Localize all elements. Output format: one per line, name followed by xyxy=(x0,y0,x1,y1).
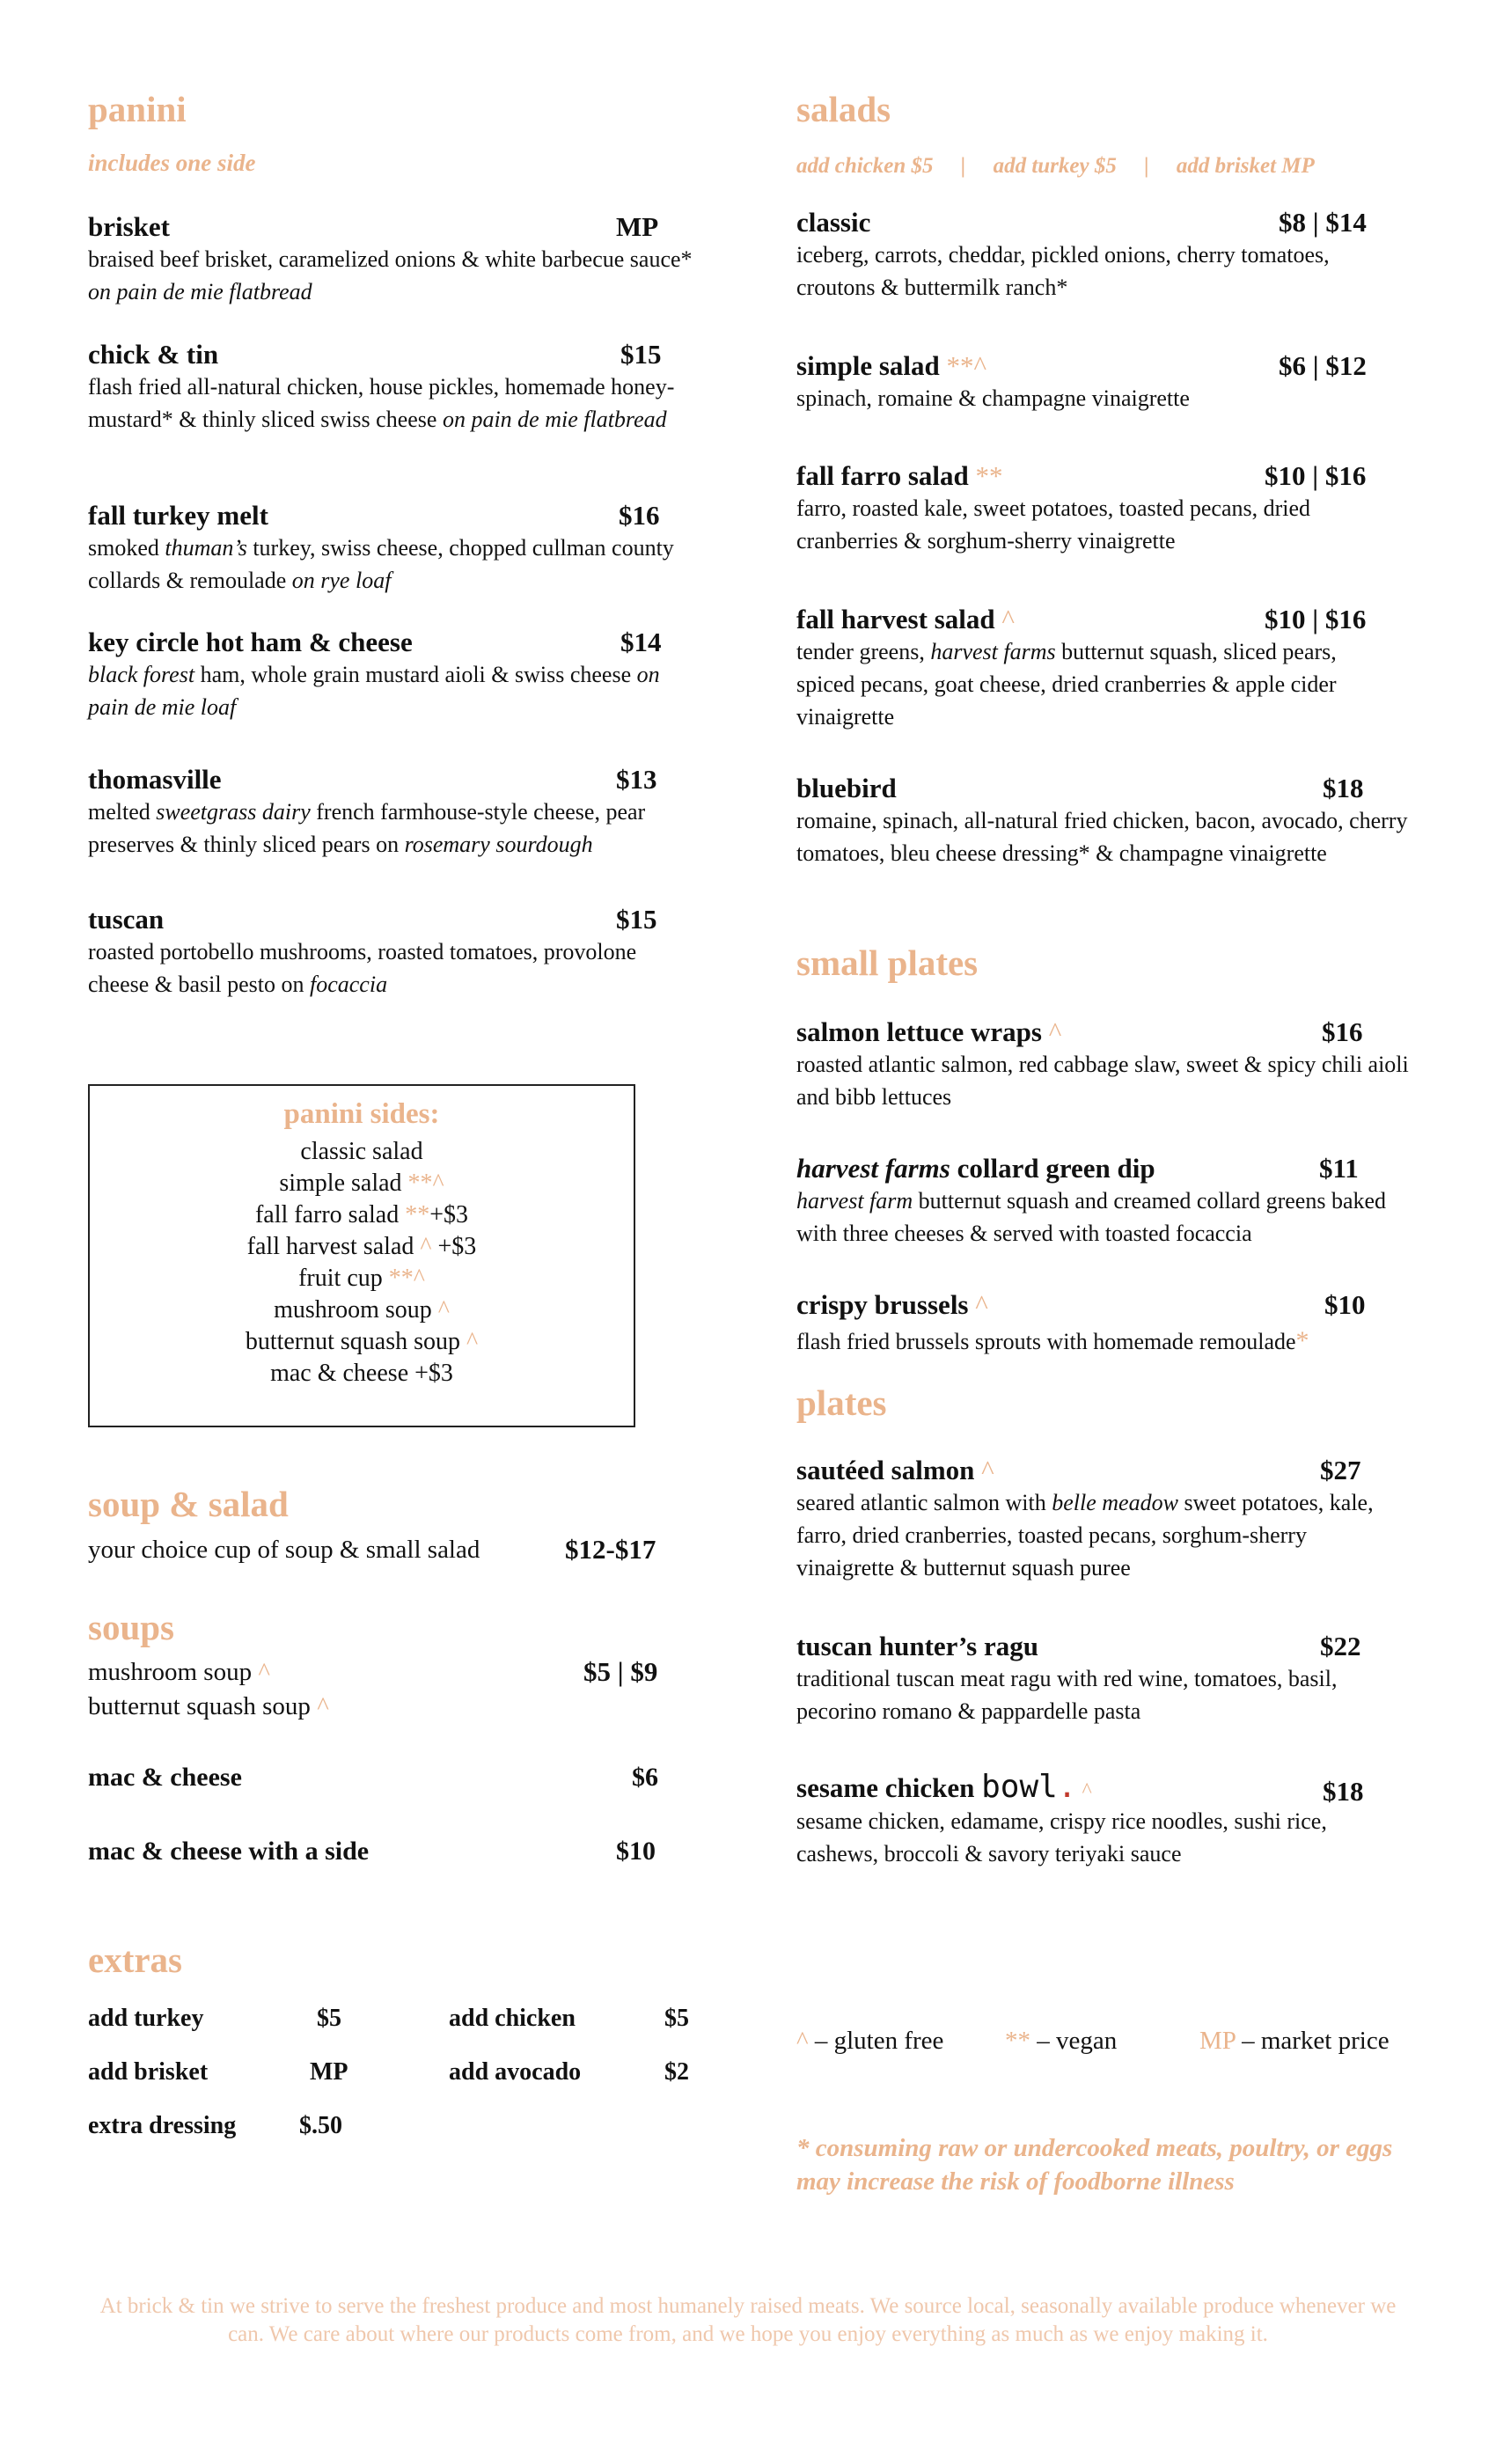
item-description: tender greens, harvest farms butternut squash, sliced pears, spiced pecans, goat cheese, dried cranberries & apple cider vinaigrette xyxy=(796,639,1337,730)
extra-add-turkey-price: $5 xyxy=(317,2005,341,2032)
item-name: sesame chicken bowl. ^ xyxy=(796,1769,1092,1805)
extra-add-avocado-price: $2 xyxy=(664,2058,689,2086)
panini-subtitle: includes one side xyxy=(88,150,256,176)
item-description: braised beef brisket, caramelized onions & white barbecue sauce* on pain de mie flatbread xyxy=(88,246,693,304)
legend-vegan: ** – vegan xyxy=(1005,2027,1118,2055)
mac-cheese-price: $6 xyxy=(632,1763,658,1792)
item-name: sautéed salmon ^ xyxy=(796,1455,994,1485)
panini-item-fall-turkey-melt xyxy=(88,500,704,597)
item-description: smoked thuman’s turkey, swiss cheese, chopped cullman county collards & remoulade on rye loaf xyxy=(88,535,674,593)
item-description: roasted portobello mushrooms, roasted tomatoes, provolone cheese & basil pesto on focaccia xyxy=(88,939,637,997)
bowl-logo: bowl. xyxy=(981,1769,1077,1805)
soup-line-butternut: butternut squash soup ^ xyxy=(88,1692,329,1720)
item-price: $10 | $16 xyxy=(1265,604,1367,634)
panini-item-thomasville xyxy=(88,764,704,861)
item-name: fall harvest salad ^ xyxy=(796,604,1015,634)
salad-item-fall-harvest xyxy=(796,604,1412,733)
soup-salad-description: your choice cup of soup & small salad xyxy=(88,1536,480,1564)
item-description: melted sweetgrass dairy french farmhouse-style cheese, pear preserves & thinly sliced pears on rosemary sourdough xyxy=(88,799,646,857)
item-description: seared atlantic salmon with belle meadow sweet potatoes, kale, farro, dried cranberries, toasted pecans, sorghum-sherry vinaigrette & butternut squash puree xyxy=(796,1490,1374,1580)
item-description: spinach, romaine & champagne vinaigrette xyxy=(796,385,1190,411)
gluten-free-marker: ^ xyxy=(1048,1016,1062,1047)
gluten-free-marker: ^ xyxy=(1076,1779,1092,1802)
extra-dressing: extra dressing xyxy=(88,2112,237,2139)
item-name: tuscan hunter’s ragu xyxy=(796,1631,1038,1661)
mac-cheese-name: mac & cheese xyxy=(88,1763,242,1792)
item-name: classic xyxy=(796,207,871,238)
item-name: salmon lettuce wraps ^ xyxy=(796,1016,1062,1047)
item-name: key circle hot ham & cheese xyxy=(88,627,413,657)
salad-item-classic xyxy=(796,207,1412,304)
item-description: black forest ham, whole grain mustard aioli & swiss cheese on pain de mie loaf xyxy=(88,662,660,720)
item-description: farro, roasted kale, sweet potatoes, toasted pecans, dried cranberries & sorghum-sherry vinaigrette xyxy=(796,495,1311,554)
salad-addons: add chicken $5 | add turkey $5 | add brisket MP xyxy=(796,154,1315,178)
salads-heading: salads xyxy=(796,89,891,129)
gluten-free-marker: ^ xyxy=(317,1692,329,1720)
panini-sides-title: panini sides: xyxy=(283,1098,440,1130)
footer-statement: At brick & tin we strive to serve the freshest produce and most humanely raised meats. We source local, seasonally available produce whenever we can. We care about where our products come from, and we hope you enjoy everything as much as we enjoy making it. xyxy=(99,2294,1397,2346)
plates-heading: plates xyxy=(796,1382,887,1423)
side-item: fall farro salad **+$3 xyxy=(254,1201,469,1228)
soup-line-mushroom: mushroom soup ^ xyxy=(88,1658,270,1686)
item-name: fall farro salad ** xyxy=(796,460,1003,491)
item-price: MP xyxy=(616,211,659,242)
panini-item-chick-tin xyxy=(88,339,704,436)
extra-add-avocado: add avocado xyxy=(449,2058,582,2086)
plate-tuscan-hunters-ragu xyxy=(796,1631,1412,1727)
extra-add-chicken: add chicken xyxy=(449,2005,576,2032)
item-description: romaine, spinach, all-natural fried chicken, bacon, avocado, cherry tomatoes, bleu cheese dressing* & champagne vinaigrette xyxy=(796,808,1408,866)
extra-add-turkey: add turkey xyxy=(88,2005,204,2032)
soup-salad-price: $12-$17 xyxy=(565,1534,656,1565)
item-description: sesame chicken, edamame, crispy rice noodles, sushi rice, cashews, broccoli & savory teriyaki sauce xyxy=(796,1808,1327,1866)
small-plate-salmon-wraps xyxy=(796,1016,1412,1113)
side-item: fall harvest salad ^ +$3 xyxy=(246,1233,477,1260)
side-item: mushroom soup ^ xyxy=(274,1296,450,1324)
item-price: $15 xyxy=(620,339,662,370)
item-price: $18 xyxy=(1323,1776,1364,1807)
item-name: simple salad **^ xyxy=(796,350,987,381)
gluten-free-marker: ^ xyxy=(258,1658,270,1686)
item-name: thomasville xyxy=(88,764,222,795)
salad-item-bluebird xyxy=(796,773,1412,869)
small-plate-crispy-brussels xyxy=(796,1289,1412,1358)
item-price: $14 xyxy=(620,627,662,657)
item-price: $22 xyxy=(1320,1631,1361,1661)
item-description: flash fried all-natural chicken, house pickles, homemade honey-mustard* & thinly sliced swiss cheese on pain de mie flatbread xyxy=(88,374,675,432)
panini-item-tuscan xyxy=(88,904,704,1001)
legend-gluten-free: ^ – gluten free xyxy=(796,2027,944,2055)
panini-item-key-circle-ham xyxy=(88,627,704,723)
item-description: roasted atlantic salmon, red cabbage slaw, sweet & spicy chili aioli and bibb lettuces xyxy=(796,1052,1409,1110)
side-item: fruit cup **^ xyxy=(298,1265,425,1292)
item-price: $11 xyxy=(1319,1153,1359,1184)
diet-marker: **^ xyxy=(946,350,987,381)
plate-sesame-chicken-bowl xyxy=(796,1769,1412,1870)
side-item: mac & cheese +$3 xyxy=(270,1360,453,1387)
item-name: tuscan xyxy=(88,904,165,935)
diet-marker: ** xyxy=(975,460,1003,491)
raw-food-warning: * consuming raw or undercooked meats, poultry, or eggs may increase the risk of foodborne illness xyxy=(796,2134,1393,2196)
item-description: harvest farm butternut squash and creamed collard greens baked with three cheeses & served with toasted focaccia xyxy=(796,1188,1387,1246)
soups-heading: soups xyxy=(88,1607,175,1647)
item-description: iceberg, carrots, cheddar, pickled onions, cherry tomatoes, croutons & buttermilk ranch* xyxy=(796,242,1330,300)
salad-item-simple xyxy=(796,350,1412,414)
small-plate-collard-dip xyxy=(796,1153,1412,1250)
gluten-free-marker: ^ xyxy=(981,1455,994,1485)
panini-sides-box xyxy=(88,1084,635,1427)
item-name: harvest farms collard green dip xyxy=(796,1153,1155,1184)
extras-heading: extras xyxy=(88,1940,183,1980)
panini-heading: panini xyxy=(88,89,187,129)
extra-add-brisket: add brisket xyxy=(88,2058,209,2086)
item-name: brisket xyxy=(88,211,170,242)
item-price: $13 xyxy=(616,764,657,795)
gluten-free-marker: ^ xyxy=(975,1289,988,1320)
mac-cheese-side-price: $10 xyxy=(616,1837,656,1866)
extra-add-chicken-price: $5 xyxy=(664,2005,689,2032)
item-price: $16 xyxy=(619,500,660,531)
legend-market-price: MP – market price xyxy=(1199,2027,1390,2055)
side-item: classic salad xyxy=(300,1138,423,1165)
panini-item-brisket xyxy=(88,211,704,308)
item-name: chick & tin xyxy=(88,339,219,370)
item-price: $8 | $14 xyxy=(1279,207,1367,238)
side-item: butternut squash soup ^ xyxy=(245,1328,479,1355)
diet-marker: ^ xyxy=(1001,604,1015,634)
item-name: crispy brussels ^ xyxy=(796,1289,988,1320)
item-price: $16 xyxy=(1322,1016,1363,1047)
item-name: bluebird xyxy=(796,773,897,803)
small-plates-heading: small plates xyxy=(796,942,979,983)
item-price: $15 xyxy=(616,904,657,935)
item-price: $27 xyxy=(1320,1455,1361,1485)
item-price: $10 xyxy=(1324,1289,1366,1320)
salad-item-fall-farro xyxy=(796,460,1412,557)
plate-sauteed-salmon xyxy=(796,1455,1412,1584)
extra-add-brisket-price: MP xyxy=(310,2058,348,2086)
item-description: flash fried brussels sprouts with homemade remoulade* xyxy=(796,1326,1309,1355)
item-price: $18 xyxy=(1323,773,1364,803)
item-price: $6 | $12 xyxy=(1279,350,1367,381)
mac-cheese-side-name: mac & cheese with a side xyxy=(88,1837,370,1866)
soups-price: $5 | $9 xyxy=(583,1656,658,1687)
side-item: simple salad **^ xyxy=(279,1170,444,1197)
item-description: traditional tuscan meat ragu with red wine, tomatoes, basil, pecorino romano & pappardelle pasta xyxy=(796,1666,1338,1724)
soup-salad-heading: soup & salad xyxy=(88,1484,289,1524)
item-price: $10 | $16 xyxy=(1265,460,1367,491)
extra-dressing-price: $.50 xyxy=(299,2112,342,2139)
item-name: fall turkey melt xyxy=(88,500,268,531)
